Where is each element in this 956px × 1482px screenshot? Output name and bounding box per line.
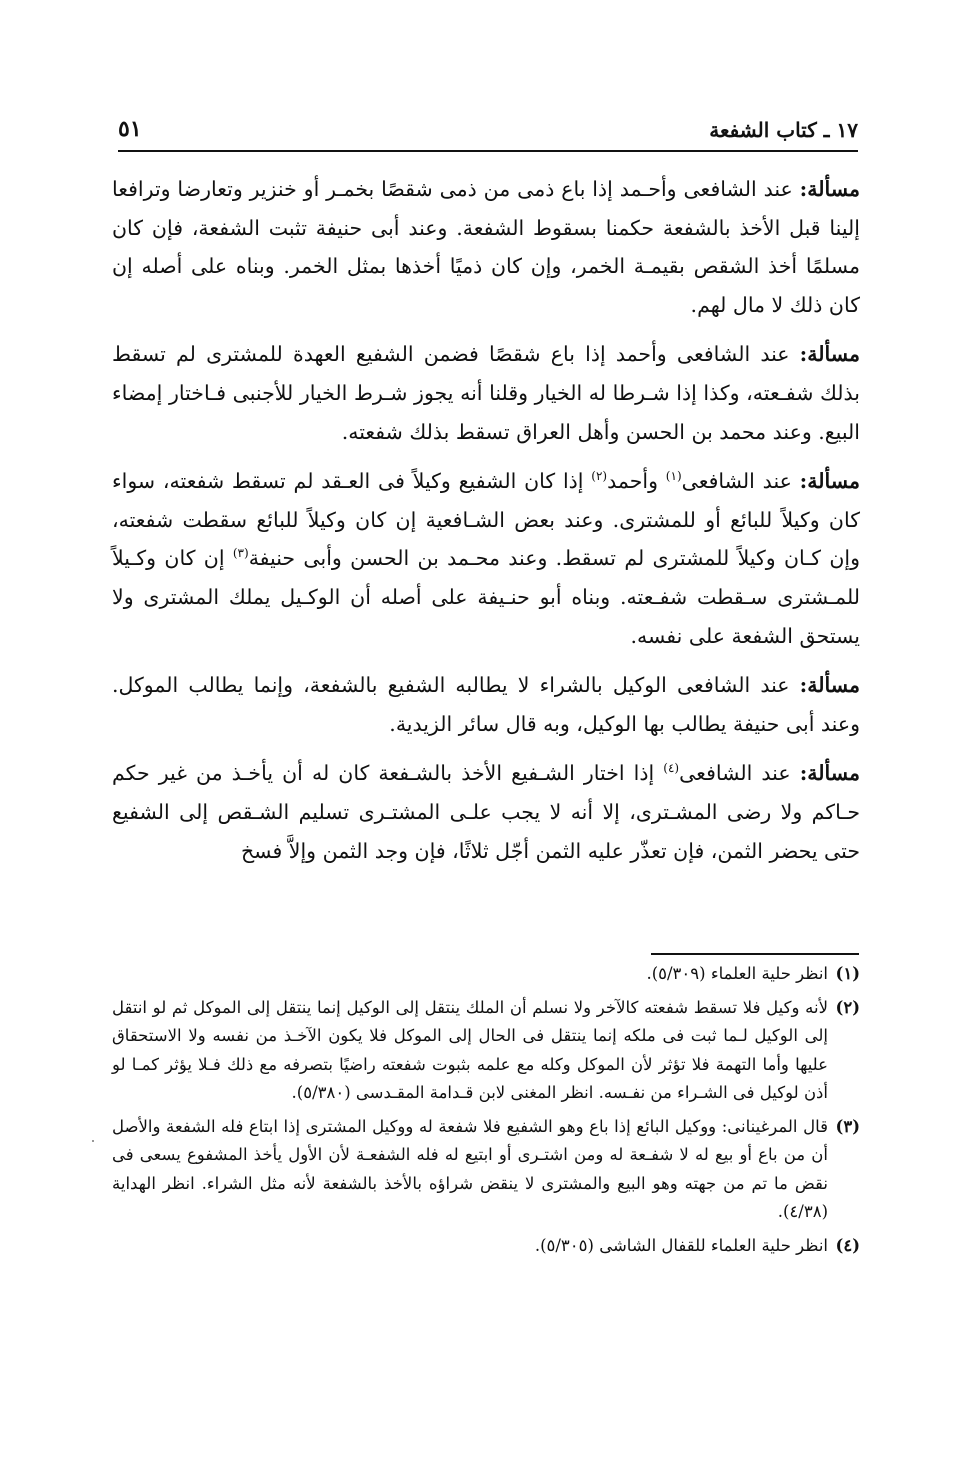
scan-speck: [92, 1140, 94, 1142]
paragraph-text: إن كان وكـيلاً للمـشترى سـقطت شفـعته. وبناه أبو حنـيفة على أصله أن الوكـيل يملك المشترى ولا يستحق الشفعة على نفسه.: [112, 546, 860, 648]
issue-label: مسألة:: [799, 761, 861, 786]
footnote-ref-4: (٤): [663, 761, 680, 776]
footnote: [112, 994, 860, 1108]
footnote-text: قال المرغينانى: ووكيل البائع إذا باع وهو الشفيع فلا شفعة له ووكيل المشترى إذا ابتاع فله الشفعة والأصل أن من باع أو بيع له لا شفـعة له ومن اشتـرى أو ابتيع له فله الشفعـة لأن الأول يأخذ المشفوع يسعى فى نقض ما تم من جهته وهو البيع والمشترى لا ينقض شراؤه بالأخذ بالشفعة لأنه مثل الشراء. انظر الهداية (٤/٣٨).: [112, 1116, 828, 1221]
footnote-ref-3: (٣): [232, 546, 249, 561]
paragraph-text: عند الشافعى وأحـمد إذا باع ذمى من ذمى شقصًا بخمـر أو خنزير وتعارضا وترافعا إلينا قبل الأخذ بالشفعة حكمنا بسقوط الشفعة. وعند أبى حنيفة تثبت الشفعة، فإن كان مسلمًا أخذ الشقص بقيمـة الخمر، وإن كان ذميًا أخذها بمثل الخمر. وبناه على أصله إن كان ذلك لا مال لهم.: [112, 177, 860, 317]
footnote-ref-1: (١): [665, 469, 682, 484]
page-number: ٥١: [118, 116, 142, 142]
footnote-number: (١): [835, 964, 860, 983]
footnote: [112, 960, 860, 989]
footnote-number: (٣): [835, 1116, 860, 1136]
paragraph-text: إذا كان الشفيع وكيلاً فى العـقد لم تسقط شفعته، سواء كان وكيلاً للبائع أو للمشترى. وعند بعض الشـافعية إن كان وكيلاً للبائع سقطت شفعته، وإن كـان وكيلاً للمشترى لم تسقط. وعند محـمد بن الحسن وأبى حنيفة: [112, 469, 860, 571]
issue-label: مسألة:: [799, 673, 860, 698]
footnote-text: لأنه وكيل فلا تسقط شفعته كالآخر ولا نسلم أن الملك ينتقل إلى الوكيل إنما ينتقل إلى الموكل ثم لو انتقل إلى الوكيل لـما ثبت فى ملكه إنما ينتقل فى الحال إلى الموكل فلا يكون الآخـذ من نفسه ولا الاستحقاق عليها وأما التهمة فلا تؤثر لأن الموكل وكله مع علمه بثبوت شفعته راضيًا بتصرفه مع ذلك فـلا يؤثر كمـا لو أذن لوكيل فى الشـراء من نفـسه. انظر المغنى لابن قـدامة المقـدسى (٥/٣٨٠).: [112, 997, 828, 1102]
footnote-ref-2: (٢): [591, 469, 608, 484]
footnote-number: (٤): [835, 1235, 860, 1255]
running-header: [118, 114, 858, 152]
paragraph-text: وأحمد: [607, 469, 666, 494]
paragraph-text: عند الشافعى وأحمد إذا باع شقصًا فضمن الشفيع العهدة للمشترى لم تسقط بذلك شفـعته، وكذا إذا شـرطا له الخيار وقلنا أنه يجوز شـرط الخيار للأجنبى فـاختار إمضاء البيع. وعند محمد بن الحسن وأهل العراق تسقط بذلك شفعته.: [112, 342, 860, 444]
footnote-text: انظر حلية العلماء (٥/٣٠٩).: [646, 964, 828, 983]
paragraph: [112, 666, 860, 743]
footnotes: [112, 960, 860, 1265]
paragraph-text: عند الشافعى: [679, 761, 800, 786]
footnote-divider: [651, 953, 859, 955]
main-text: [112, 170, 860, 881]
issue-label: مسألة:: [799, 469, 860, 494]
footnote: [112, 1232, 860, 1261]
paragraph-text: عند الشافعى الوكيل بالشراء لا يطالبه الشفيع بالشفعة، وإنما يطالب الموكل. وعند أبى حنيفة يطالب بها الوكيل، وبه قال سائر الزيدية.: [112, 673, 860, 736]
paragraph: [112, 170, 860, 324]
paragraph-text: عند الشافعى: [681, 469, 800, 494]
footnote-text: انظر حلية العلماء للقفال الشاشى (٥/٣٠٥).: [534, 1235, 828, 1255]
chapter-title: ١٧ ـ كتاب الشفعة: [709, 118, 858, 142]
issue-label: مسألة:: [799, 177, 860, 201]
paragraph: [112, 754, 860, 870]
paragraph-text: إذا اختار الشـفيع الأخذ بالشـفعة كان له أن يأخـذ من غير حكم حـاكم ولا رضى المشـترى، إلا أنه لا يجب علـى المشتـرى تسليم الشـقص إلى الشفيع حتى يحضر الثمن، فإن تعذّر عليه الثمن أجّل ثلاثًا، فإن وجد الثمن وإلاَّ فسخ: [112, 761, 860, 863]
footnote: [112, 1113, 860, 1227]
paragraph: [112, 462, 860, 655]
paragraph: [112, 335, 860, 451]
issue-label: مسألة:: [799, 342, 860, 367]
footnote-number: (٢): [835, 997, 860, 1017]
